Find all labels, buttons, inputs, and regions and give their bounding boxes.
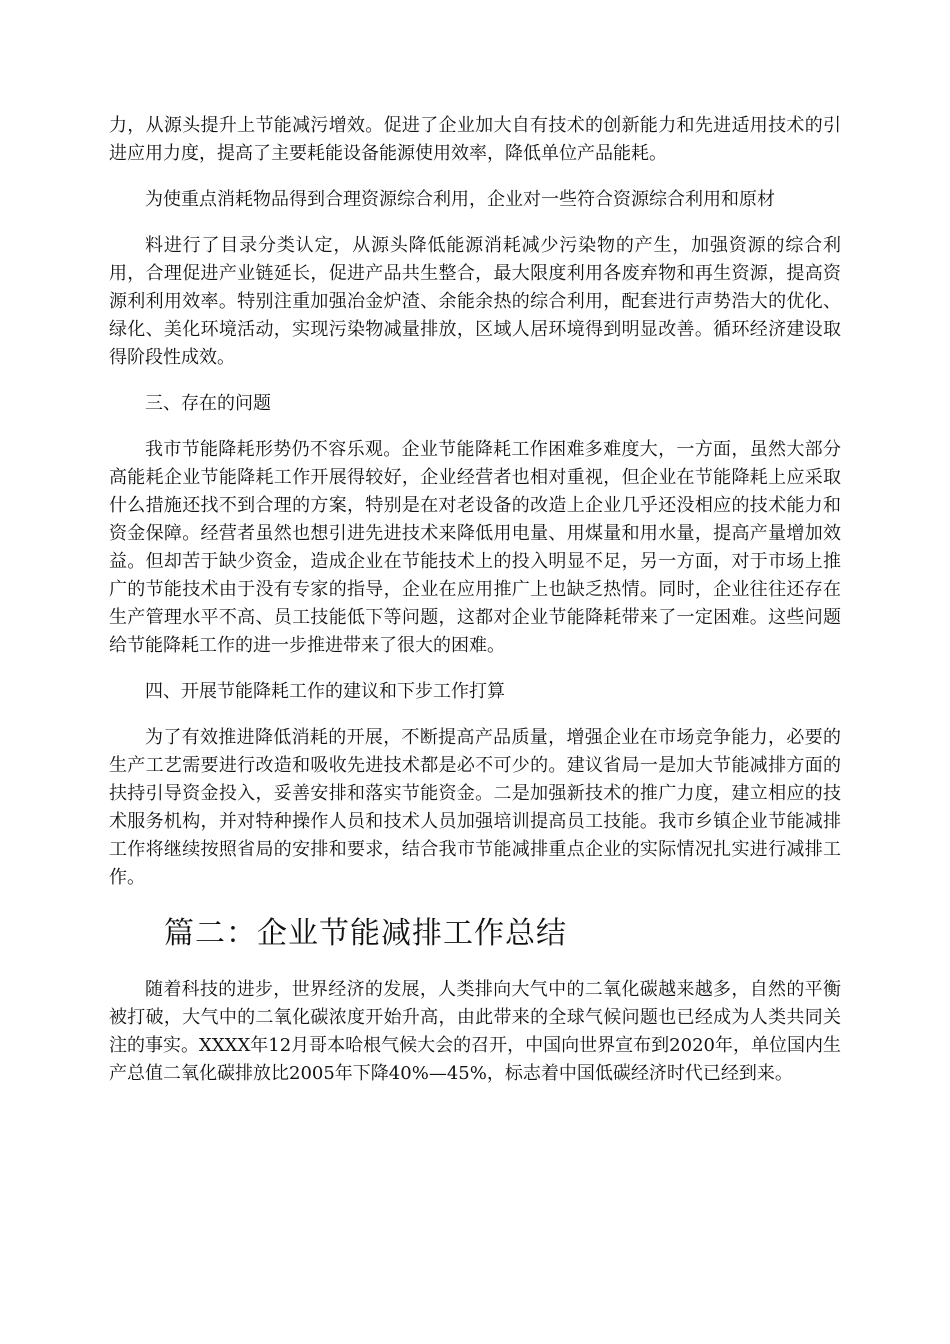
heading-gap: [109, 954, 841, 976]
paragraph-resource-utilization: 为使重点消耗物品得到合理资源综合利用，企业对一些符合资源综合利用和原材: [145, 189, 775, 210]
paragraph-resource-details: 料进行了目录分类认定，从源头降低能源消耗减少污染物的产生，加强资源的综合利用，合理促进产业链延长，促进产品共生整合，最大限度利用各废弃物和再生资源，提高资源利利用效率。特别注重加强冶金炉渣、余能余热的综合利用，配套进行声势浩大的优化、绿化、美化环境活动，实现污染物减量排放，区域人居环境得到明显改善。循环经济建设取得阶段性成效。: [109, 235, 841, 368]
paragraph-low-carbon: 随着科技的进步，世界经济的发展，人类排向大气中的二氧化碳越来越多，自然的平衡被打破，大气中的二氧化碳浓度开始升高，由此带来的全球气候问题也已经成为人类共同关注的事实。XXXX年12月哥本哈根气候大会的召开，中国向世界宣布到2020年，单位国内生产总值二氧化碳排放比2005年下降40%—45%，标志着中国低碳经济时代已经到来。: [109, 979, 841, 1084]
paragraph-gap: [109, 372, 841, 390]
section-title-existing-problems: 三、存在的问题: [145, 393, 271, 414]
document-body: [109, 112, 841, 1088]
paragraph-gap: [109, 214, 841, 232]
paragraph-gap: [109, 418, 841, 436]
article-heading: 篇二：企业节能减排工作总结: [164, 916, 567, 951]
section-title-suggestions: 四、开展节能降耗工作的建议和下步工作打算: [145, 681, 505, 702]
paragraph-continuation: 力，从源头提升上节能减污增效。促进了企业加大自有技术的创新能力和先进适用技术的引进应用力度，提高了主要耗能设备能源使用效率，降低单位产品能耗。: [109, 115, 841, 164]
paragraph-gap: [109, 168, 841, 186]
heading-gap: [109, 892, 841, 914]
paragraph-problems: 我市节能降耗形势仍不容乐观。企业节能降耗工作困难多难度大，一方面，虽然大部分高能耗企业节能降耗工作开展得较好，企业经营者也相对重视，但企业在节能降耗上应采取什么措施还找不到合理的方案，特别是在对老设备的改造上企业几乎还没相应的技术能力和资金保障。经营者虽然也想引进先进技术来降低用电量、用煤量和用水量，提高产量增加效益。但却苦于缺少资金，造成企业在节能技术上的投入明显不足，另一方面，对于市场上推广的节能技术由于没有专家的指导，企业在应用推广上也缺乏热情。同时，企业往往还存在生产管理水平不高、员工技能低下等问题，这都对企业节能降耗带来了一定困难。这些问题给节能降耗工作的进一步推进带来了很大的困难。: [109, 439, 841, 656]
paragraph-suggestions: 为了有效推进降低消耗的开展，不断提高产品质量，增强企业在市场竞争能力，必要的生产工艺需要进行改造和吸收先进技术都是必不可少的。建议省局一是加大节能减排方面的扶持引导资金投入，妥善安排和落实节能资金。二是加强新技术的推广力度，建立相应的技术服务机构，并对特种操作人员和技术人员加强培训提高员工技能。我市乡镇企业节能减排工作将继续按照省局的安排和要求，结合我市节能减排重点企业的实际情况扎实进行减排工作。: [109, 727, 841, 888]
paragraph-gap: [109, 660, 841, 678]
paragraph-gap: [109, 706, 841, 724]
